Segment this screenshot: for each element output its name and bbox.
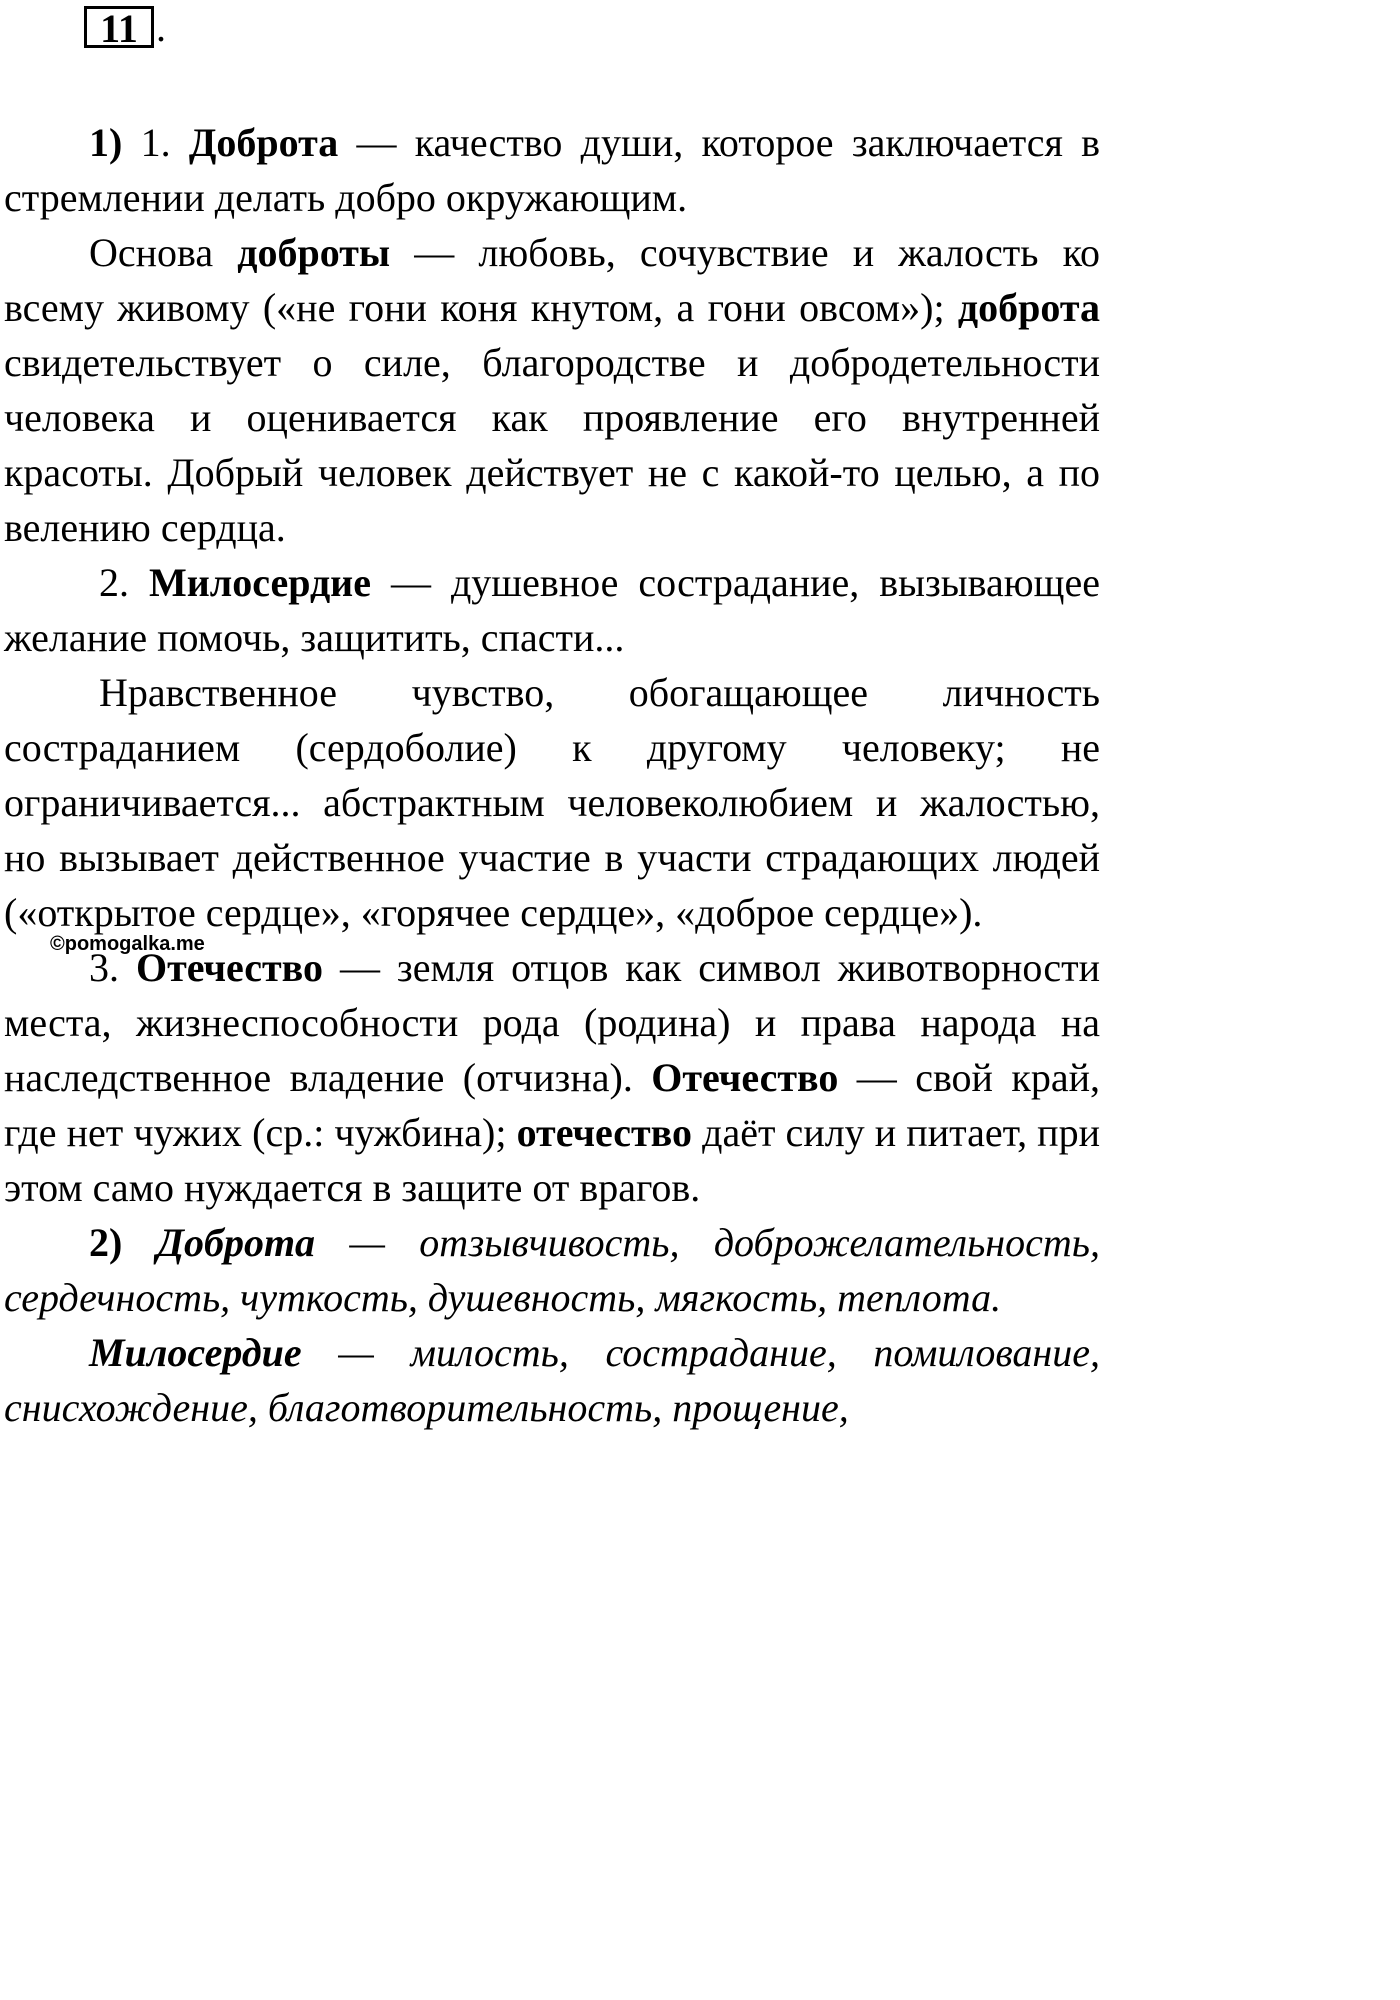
text-run: — милость, сострадание, помилование, снисхождение, благотворительность, прощение, [4,1330,1100,1430]
text-run: — свой край, где нет чужих (ср.: чужбина); [4,1055,1100,1155]
watermark: ©pomogalka.me [50,933,205,955]
bold-term: 1) [89,120,123,165]
bold-term: Милосердие [148,560,371,605]
bold-term: отечество [516,1110,692,1155]
text-run: Основа [89,230,238,275]
text-run: — качество души, которое заключается в стремлении делать добро окружающим. [4,120,1101,220]
text-run: 1. [122,120,189,165]
paragraph-7 [4,1325,1100,1435]
bold-term: Отечество [135,945,324,990]
text-run: 2. [99,560,149,605]
text-run: — душевное сострадание, вызывающее желание помочь, защитить, спасти... [4,560,1100,660]
text-run: Нравственное чувство, обогащающее личность состраданием (сердоболие) к другому человеку; не ограничивается... абстрактным человеколюбием и жалостью, но вызывает действенное участие в участи страдающих людей («открытое сердце», «горячее сердце», «доброе сердце»). [4,670,1100,935]
paragraph-6 [4,1215,1100,1325]
text-run: даёт силу и питает, при этом само нуждается в защите от врагов. [4,1110,1100,1210]
task-number-box: 11 [84,6,154,48]
answer-content [4,115,1100,1435]
text-run: свидетельствует о силе, благородстве и добродетельности человека и оценивается как проявление его внутренней красоты. Добрый человек действует не с какой-то целью, а по велению сердца. [4,340,1100,550]
text-run: — любовь, сочувствие и жалость ко всему живому («не гони коня кнутом, а гони овсом»); [4,230,1100,330]
paragraph-3 [4,555,1100,665]
bold-term: доброта [957,285,1100,330]
bold-term: Доброта [188,120,339,165]
paragraph-4 [4,665,1100,940]
bold-term: Отечество [651,1055,839,1100]
bold-term: 2) [89,1220,157,1265]
bold-term: доброты [237,230,391,275]
bold-term: Доброта [156,1220,316,1265]
paragraph-2 [4,225,1100,555]
paragraph-5 [4,940,1100,1215]
bold-term: Милосердие [89,1330,302,1375]
text-run: 3. [89,945,136,990]
paragraph-1 [4,115,1100,225]
task-number-dot: . [156,5,166,50]
text-run: — отзывчивость, доброжелательность, сердечность, чуткость, душевность, мягкость, теплота. [4,1220,1100,1320]
text-run: — земля отцов как символ животворности места, жизнеспособности рода (родина) и права народа на наследственное владение (отчизна). [4,945,1100,1100]
